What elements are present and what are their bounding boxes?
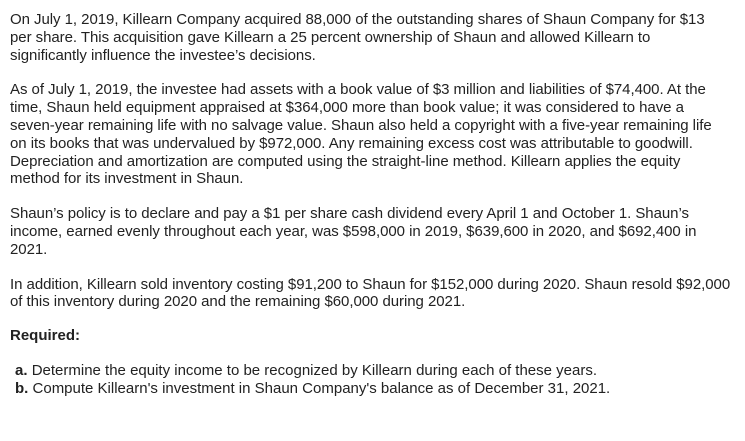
- requirement-b: [15, 380, 735, 398]
- paragraph-investee-assets: As of July 1, 2019, the investee had assets with a book value of $3 million and liabilities of $74,400. At the time, Shaun held equipment appraised at $364,000 more than book value; it was considered to have a seven-year remaining life with no salvage value. Shaun also held a copyright with a five-year remaining life on its books that was undervalued by $972,000. Any remaining excess cost was attributable to goodwill. Depreciation and amortization are computed using the straight-line method. Killearn applies the equity method for its investment in Shaun.: [10, 81, 712, 188]
- requirements-list: [15, 362, 735, 398]
- requirement-a: [15, 362, 735, 380]
- paragraph-acquisition: On July 1, 2019, Killearn Company acquired 88,000 of the outstanding shares of Shaun Company for $13 per share. This acquisition gave Killearn a 25 percent ownership of Shaun and allowed Killearn to significantly influence the investee’s decisions.: [10, 11, 705, 64]
- requirement-b-text: Compute Killearn's investment in Shaun Company's balance as of December 31, 2021.: [32, 379, 611, 397]
- requirement-a-text: Determine the equity income to be recognized by Killearn during each of these years.: [31, 361, 598, 379]
- required-heading: Required:: [10, 327, 81, 345]
- paragraph-dividend-policy: Shaun’s policy is to declare and pay a $1 per share cash dividend every April 1 and October 1. Shaun’s income, earned evenly throughout each year, was $598,000 in 2019, $639,600 in 2020, and $692,400 in 2021.: [10, 205, 697, 258]
- paragraph-inventory-sales: In addition, Killearn sold inventory costing $91,200 to Shaun for $152,000 during 2020. Shaun resold $92,000 of this inventory during 2020 and the remaining $60,000 during 2021.: [10, 275, 731, 311]
- requirement-a-letter: a.: [15, 361, 28, 379]
- requirement-b-letter: b.: [15, 379, 29, 397]
